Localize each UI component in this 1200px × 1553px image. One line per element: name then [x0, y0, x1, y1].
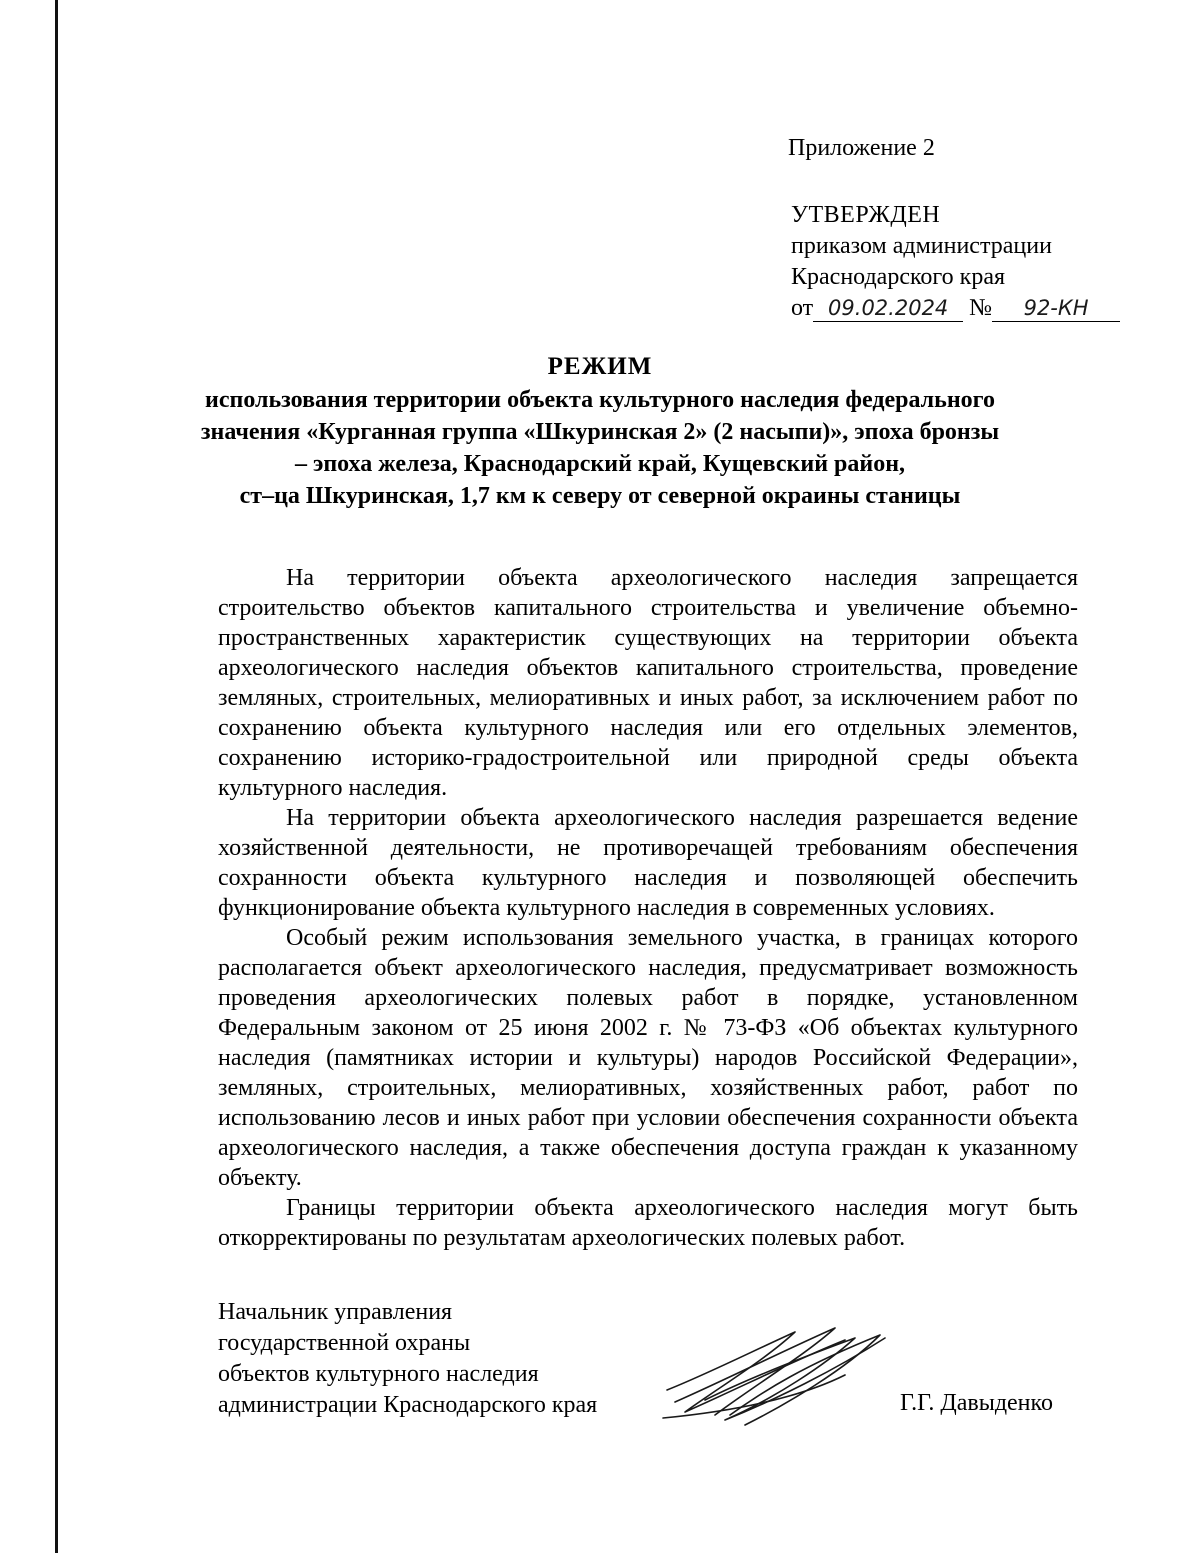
body-paragraph: На территории объекта археологического наследия запрещается строительство объектов капитального строительства и увеличение объемно-пространственных характеристик существующих на территории объекта археологического наследия объектов капитального строительства, проведение земляных, строительных, мелиоративных и иных работ, за исключением работ по сохранению объекта культурного наследия или его отдельных элементов, сохранению историко-градостроительной или природной среды объекта культурного наследия.: [218, 565, 1078, 801]
approved-by-line1: приказом администрации: [791, 233, 1052, 259]
appendix-label: Приложение 2: [788, 135, 935, 161]
signer-position-line4: администрации Краснодарского края: [218, 1392, 598, 1418]
order-number: 92-КН: [992, 295, 1120, 322]
title-line-4: ст–ца Шкуринская, 1,7 км к северу от северной окраины станицы: [239, 483, 961, 509]
order-from-label: от: [791, 295, 814, 321]
signer-position-line2: государственной охраны: [218, 1330, 471, 1356]
document-title: [200, 350, 1000, 512]
signer-position-line3: объектов культурного наследия: [218, 1361, 539, 1387]
title-line-3: – эпоха железа, Краснодарский край, Кущевский район,: [294, 451, 906, 477]
approval-block: [791, 200, 1120, 324]
document-body: [218, 563, 1078, 1253]
signer-name: Г.Г. Давыденко: [900, 1390, 1053, 1416]
title-main: РЕЖИМ: [547, 353, 653, 380]
body-paragraph: Границы территории объекта археологического наследия могут быть откорректированы по результатам археологических полевых работ.: [218, 1195, 1078, 1251]
approved-by-line2: Краснодарского края: [791, 264, 1006, 290]
handwritten-signature: [645, 1320, 895, 1430]
signer-position-line1: Начальник управления: [218, 1299, 453, 1325]
signer-position: [218, 1297, 597, 1421]
approved-heading: УТВЕРЖДЕН: [791, 202, 941, 228]
title-line-2: значения «Курганная группа «Шкуринская 2» (2 насыпи)», эпоха бронзы: [200, 419, 1000, 445]
scan-edge-line: [55, 0, 58, 1553]
title-line-1: использования территории объекта культурного наследия федерального: [205, 387, 995, 413]
order-number-label: №: [969, 295, 993, 321]
body-paragraph: На территории объекта археологического наследия разрешается ведение хозяйственной деятельности, не противоречащей требованиям обеспечения сохранности объекта культурного наследия и позволяющей обеспечить функционирование объекта культурного наследия в современных условиях.: [218, 805, 1078, 921]
order-date: 09.02.2024: [813, 295, 963, 322]
body-paragraph: Особый режим использования земельного участка, в границах которого располагается объект археологического наследия, предусматривает возможность проведения археологических полевых работ в порядке, установленном Федеральным законом от 25 июня 2002 г. № 73-ФЗ «Об объектах культурного наследия (памятниках истории и культуры) народов Российской Федерации», земляных, строительных, мелиоративных, хозяйственных работ, работ по использованию лесов и иных работ при условии обеспечения сохранности объекта археологического наследия, а также обеспечения доступа граждан к указанному объекту.: [218, 925, 1078, 1191]
order-line: [791, 293, 1120, 324]
